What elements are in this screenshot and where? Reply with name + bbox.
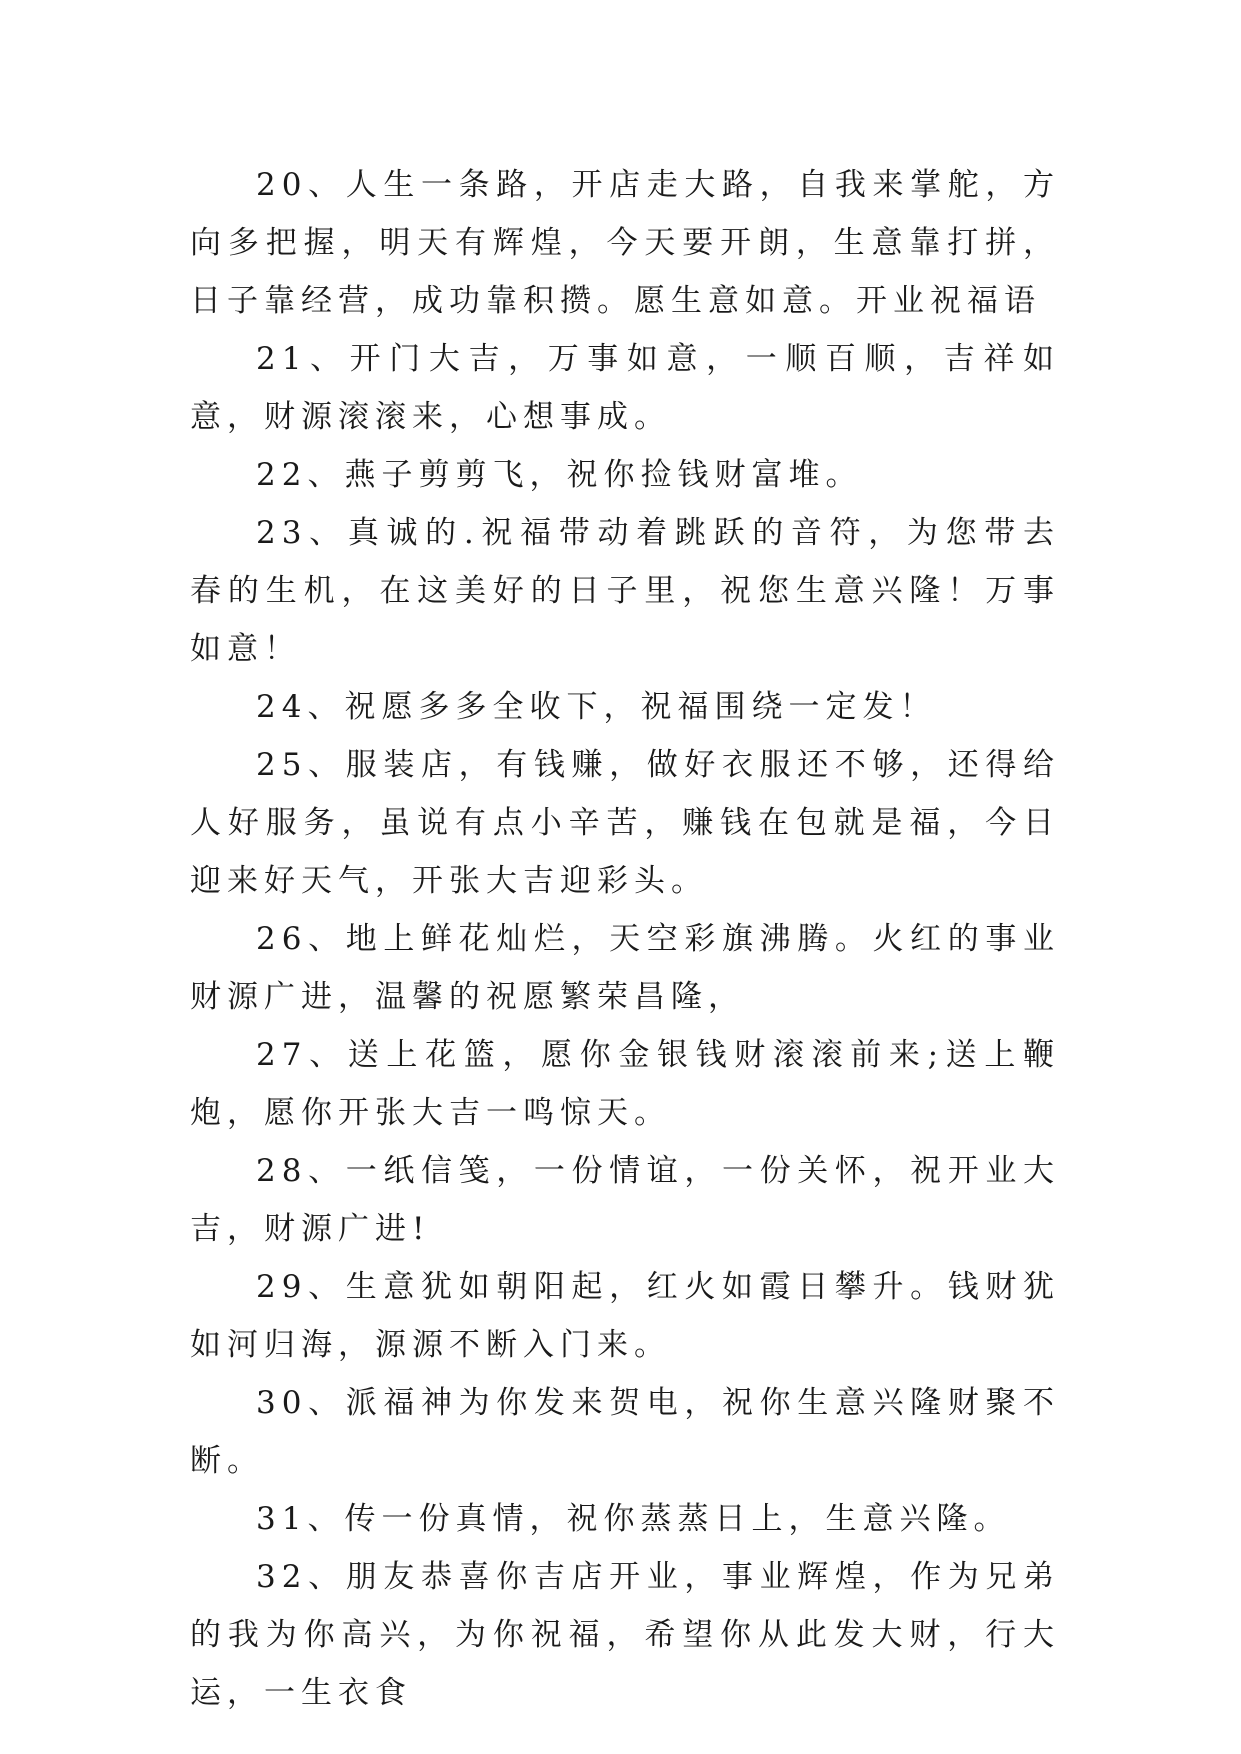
paragraph-28: 28、一纸信笺，一份情谊，一份关怀，祝开业大吉，财源广进! — [190, 1153, 1060, 1247]
paragraph-27: 27、送上花篮，愿你金银钱财滚滚前来;送上鞭炮，愿你开张大吉一鸣惊天。 — [190, 1037, 1060, 1131]
paragraph-21: 21、开门大吉，万事如意，一顺百顺，吉祥如意，财源滚滚来，心想事成。 — [190, 341, 1060, 435]
paragraph-32: 32、朋友恭喜你吉店开业，事业辉煌，作为兄弟的我为你高兴，为你祝福，希望你从此发大财，行大运，一生衣食 — [190, 1559, 1060, 1711]
paragraph-22: 22、燕子剪剪飞，祝你捡钱财富堆。 — [256, 457, 863, 493]
paragraph-24: 24、祝愿多多全收下，祝福围绕一定发！ — [256, 689, 937, 725]
paragraph-20: 20、人生一条路，开店走大路，自我来掌舵，方向多把握，明天有辉煌，今天要开朗，生意靠打拼，日子靠经营，成功靠积攒。愿生意如意。开业祝福语 — [190, 167, 1060, 319]
paragraph-31: 31、传一份真情，祝你蒸蒸日上，生意兴隆。 — [256, 1501, 1011, 1537]
document-body — [190, 156, 1060, 1722]
paragraph-30: 30、派福神为你发来贺电，祝你生意兴隆财聚不断。 — [190, 1385, 1060, 1479]
paragraph-25: 25、服装店，有钱赚，做好衣服还不够，还得给人好服务，虽说有点小辛苦，赚钱在包就是福，今日迎来好天气，开张大吉迎彩头。 — [190, 747, 1060, 899]
paragraph-23: 23、真诚的.祝福带动着跳跃的音符，为您带去春的生机，在这美好的日子里，祝您生意兴隆！万事如意！ — [190, 515, 1060, 667]
paragraph-29: 29、生意犹如朝阳起，红火如霞日攀升。钱财犹如河归海，源源不断入门来。 — [190, 1269, 1060, 1363]
paragraph-26: 26、地上鲜花灿烂，天空彩旗沸腾。火红的事业财源广进，温馨的祝愿繁荣昌隆， — [190, 921, 1060, 1015]
